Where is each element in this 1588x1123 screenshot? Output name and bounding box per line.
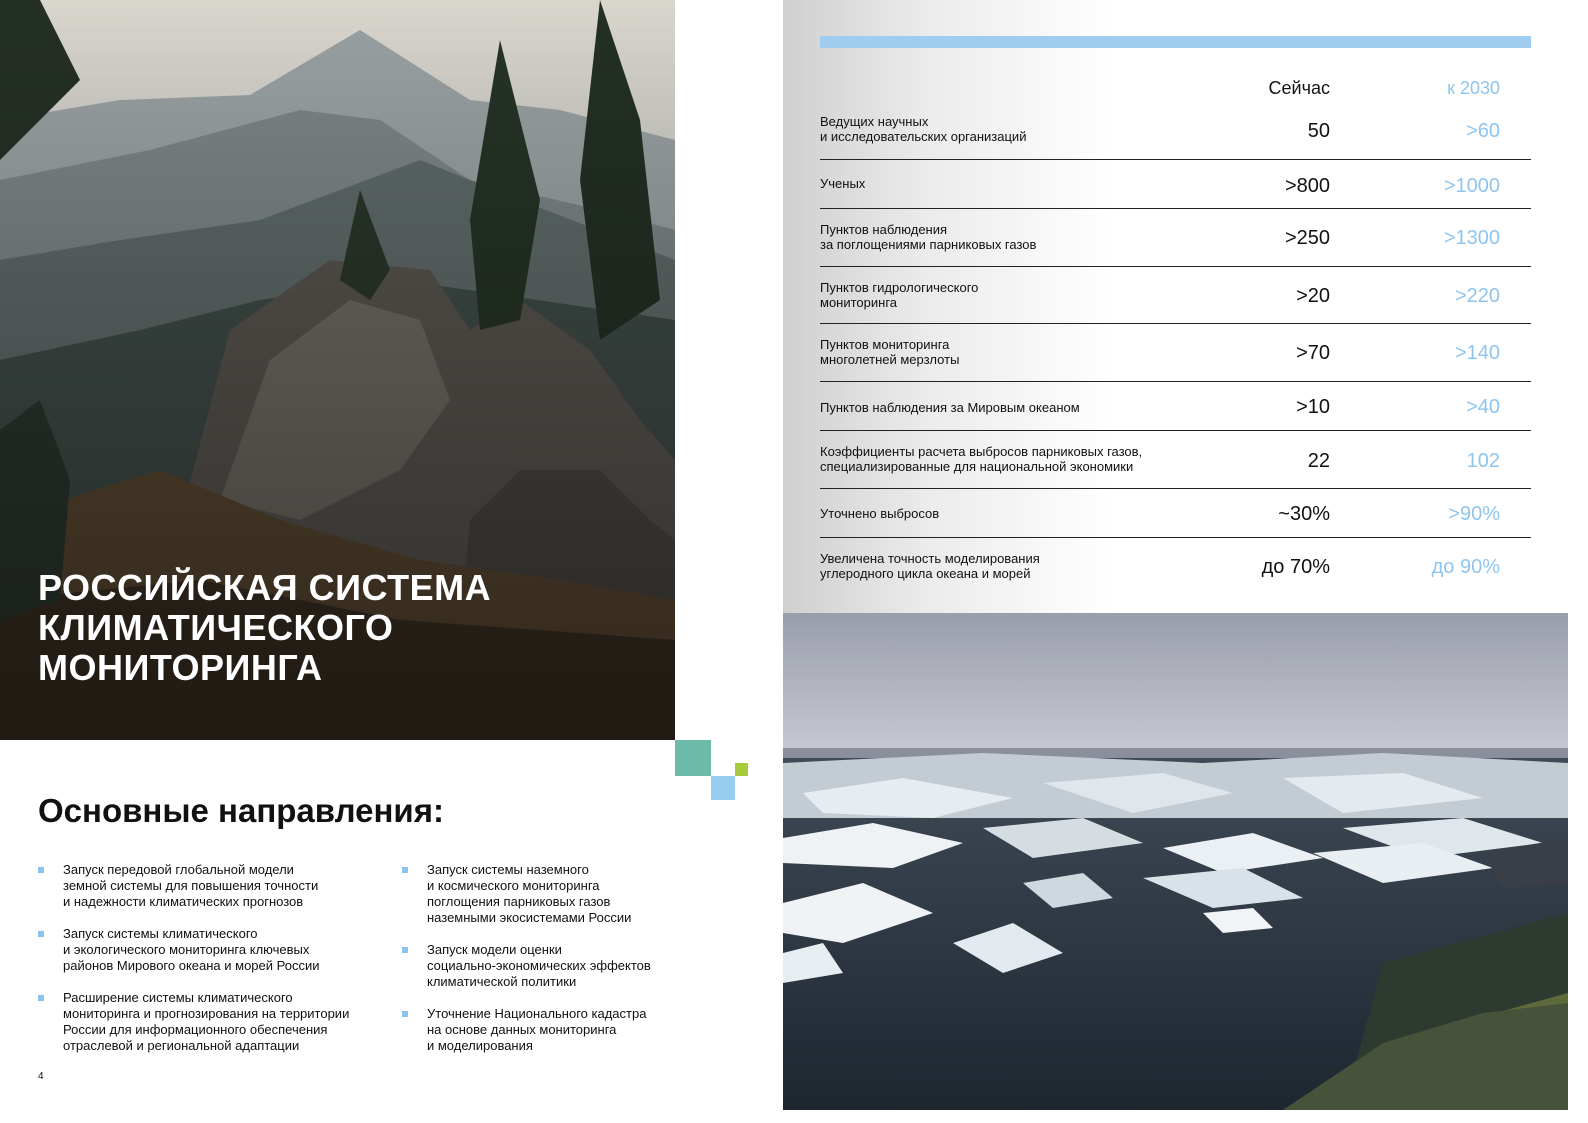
list-item-text: Запуск модели оценки социально-экономических эффектов климатической политики [427,942,651,989]
row-value-now: 22 [1307,450,1330,472]
list-item [38,862,388,910]
bullet-icon [402,1011,408,1017]
row-value-2030: до 90% [1431,556,1500,578]
decor-square-green [735,763,748,776]
list-item-text: Уточнение Национального кадастра на основе данных мониторинга и моделирования [427,1006,647,1053]
cover-title-line: РОССИЙСКАЯ СИСТЕМА [38,567,492,608]
list-item [402,942,702,990]
cover-title [38,568,638,688]
directions-list-right [402,862,702,1070]
bullet-icon [38,931,44,937]
column-header-now: Сейчас [1268,78,1330,98]
row-divider [820,430,1531,431]
row-divider [820,488,1531,489]
row-divider [820,208,1531,209]
row-label: Ведущих научных и исследовательских организаций [820,114,1027,144]
decor-square-teal [675,740,711,776]
row-label: Уточнено выбросов [820,506,940,521]
list-item-text: Запуск передовой глобальной модели земной системы для повышения точности и надежности климатических прогнозов [63,862,319,909]
decor-square-blue [711,776,735,800]
row-value-2030: >220 [1454,285,1500,307]
row-value-now: до 70% [1261,556,1330,578]
row-value-now: >20 [1296,285,1330,307]
ice-lagoon-photo [783,613,1568,1110]
row-value-2030: >60 [1466,120,1500,142]
row-value-now: 50 [1307,120,1330,142]
row-value-2030: >1300 [1443,227,1500,249]
row-value-2030: 102 [1466,450,1500,472]
row-label: Пунктов наблюдения за поглощениями парниковых газов [820,222,1037,252]
list-item-text: Расширение системы климатического мониторинга и прогнозирования на территории России для информационного обеспечения отраслевой и региональной адаптации [63,990,350,1053]
list-item [402,862,702,926]
row-divider [820,537,1531,538]
directions-heading: Основные направления: [38,792,444,829]
row-value-2030: >140 [1454,342,1500,364]
row-label: Пунктов мониторинга многолетней мерзлоты [820,337,960,367]
page-number: 4 [38,1071,44,1082]
row-value-now: >70 [1296,342,1330,364]
row-label: Коэффициенты расчета выбросов парниковых газов, специализированные для национальной экономики [820,444,1143,474]
list-item-text: Запуск системы климатического и экологического мониторинга ключевых районов Мирового океана и морей России [63,926,320,973]
list-item-text: Запуск системы наземного и космического мониторинга поглощения парниковых газов наземными экосистемами России [427,862,632,925]
row-divider [820,381,1531,382]
directions-list-left [38,862,388,1070]
row-label: Увеличена точность моделирования углеродного цикла океана и морей [820,551,1040,581]
column-header-2030: к 2030 [1447,78,1500,98]
row-value-now: ~30% [1278,503,1330,525]
row-divider [820,159,1531,160]
row-divider [820,323,1531,324]
row-value-2030: >90% [1448,503,1500,525]
row-value-now: >800 [1284,175,1330,197]
bullet-icon [402,947,408,953]
row-value-now: >10 [1296,396,1330,418]
row-label: Ученых [820,176,866,191]
list-item [38,926,388,974]
row-value-2030: >1000 [1443,175,1500,197]
list-item [38,990,388,1054]
row-label: Пунктов наблюдения за Мировым океаном [820,400,1080,415]
accent-bar [820,36,1531,48]
row-label: Пунктов гидрологического мониторинга [820,280,979,310]
bullet-icon [402,867,408,873]
list-item [402,1006,702,1054]
cover-title-line: КЛИМАТИЧЕСКОГО [38,607,394,648]
row-divider [820,266,1531,267]
bullet-icon [38,867,44,873]
bullet-icon [38,995,44,1001]
row-value-2030: >40 [1466,396,1500,418]
row-value-now: >250 [1284,227,1330,249]
cover-title-line: МОНИТОРИНГА [38,647,323,688]
